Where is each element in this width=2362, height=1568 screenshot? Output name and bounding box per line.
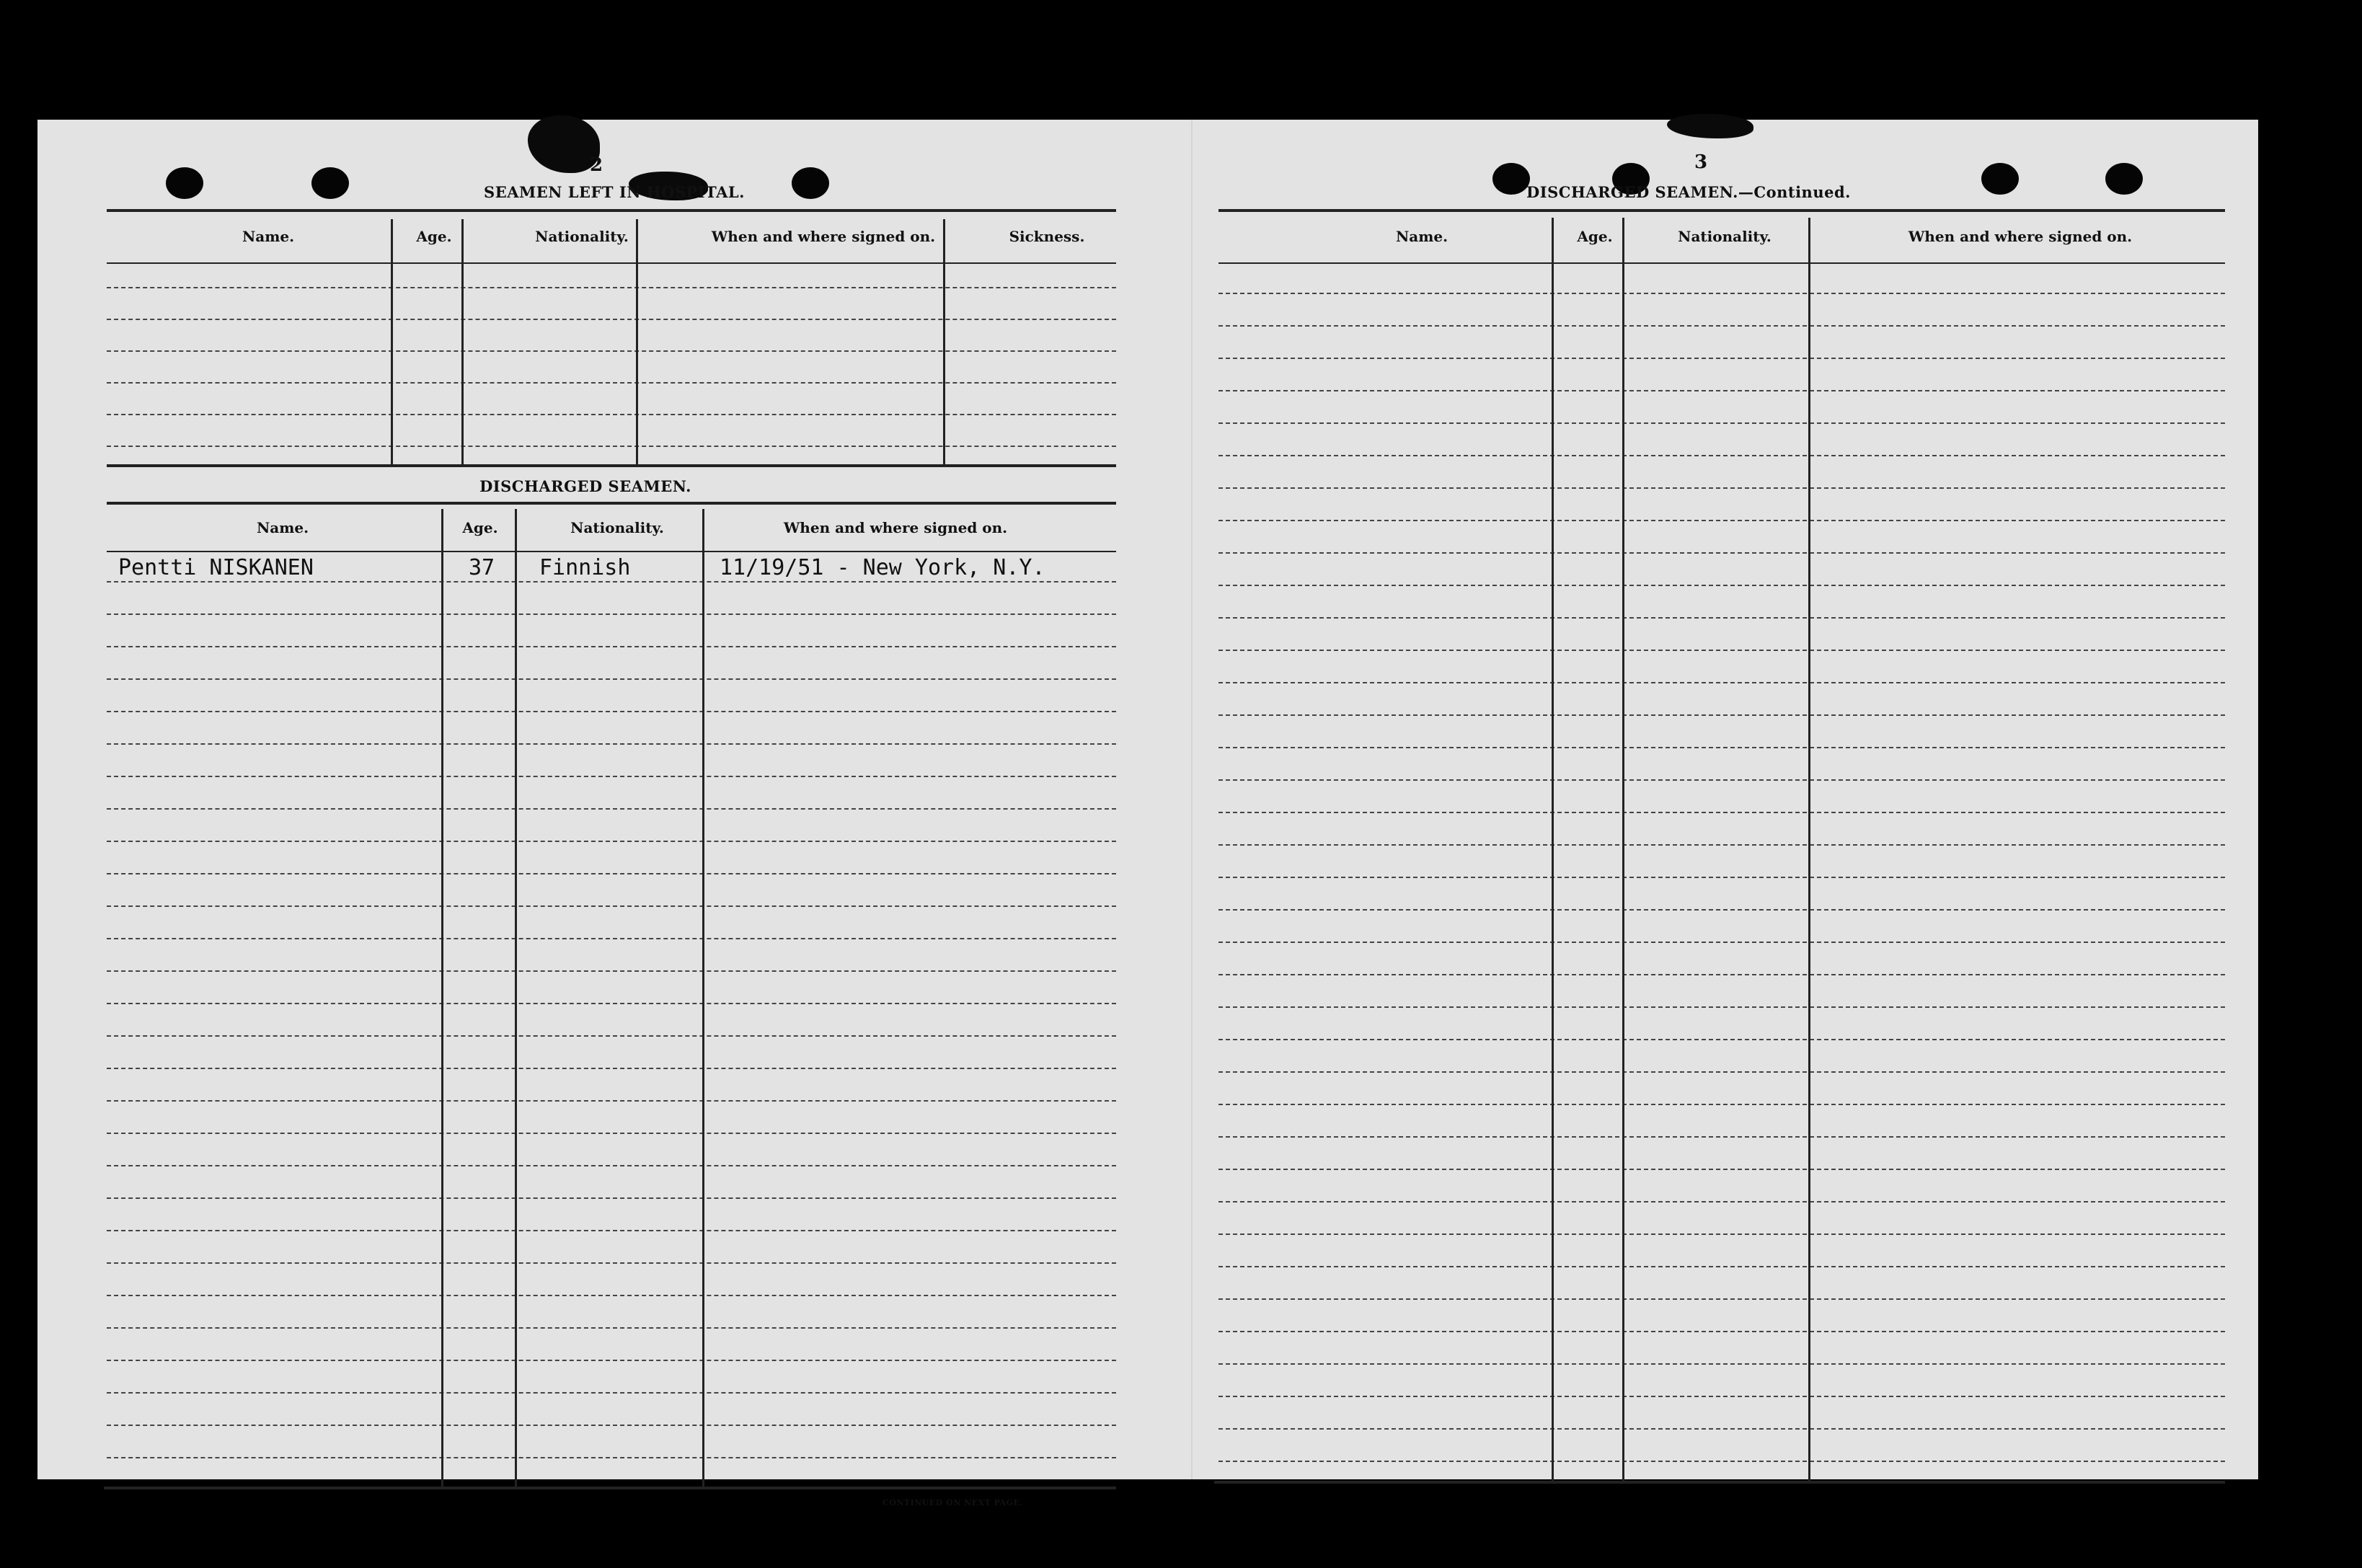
binder-hole — [166, 167, 203, 199]
row-line — [107, 1327, 1116, 1329]
row-line — [107, 319, 1116, 320]
row-line — [107, 1457, 1116, 1458]
row-line — [1218, 1461, 2225, 1462]
discharged-col-signed-on: When and where signed on. — [783, 519, 1008, 536]
row-line — [1218, 585, 2225, 586]
col-divider — [1808, 218, 1810, 1482]
discharged-col-nationality: Nationality. — [570, 519, 664, 536]
col-divider — [515, 509, 517, 1488]
row-line — [1218, 747, 2225, 748]
binder-hole — [311, 167, 349, 199]
discharged-table-top-rule — [107, 502, 1116, 505]
row-line — [1218, 974, 2225, 975]
right-table-top-rule — [1218, 209, 2225, 212]
row-line — [1218, 682, 2225, 683]
discharged-col-name: Name. — [256, 519, 309, 536]
hospital-col-signed-on: When and where signed on. — [711, 228, 936, 245]
row-line — [1218, 909, 2225, 911]
row-line — [1218, 455, 2225, 456]
row-line — [1218, 1136, 2225, 1138]
row-line — [1218, 1298, 2225, 1300]
page-fold — [1191, 120, 1193, 1479]
binder-hole — [1981, 163, 2019, 195]
row-line — [1218, 325, 2225, 327]
row-line — [107, 446, 1116, 447]
col-divider — [943, 219, 945, 464]
row-line — [107, 614, 1116, 615]
row-line — [1218, 844, 2225, 846]
row-line — [107, 711, 1116, 712]
right-table-bottom-rule — [1214, 1481, 2225, 1484]
row-line — [1218, 812, 2225, 813]
continued-note: CONTINUED ON NEXT PAGE. — [883, 1498, 1023, 1507]
hospital-header-rule — [107, 262, 1116, 264]
row-line — [1218, 520, 2225, 521]
col-divider — [461, 219, 464, 464]
discharged-header-rule — [107, 551, 1116, 552]
row-line — [107, 350, 1116, 352]
row-line — [1218, 1396, 2225, 1397]
discharged-table-bottom-rule — [104, 1487, 1116, 1489]
row-line — [1218, 358, 2225, 359]
row-line — [1218, 1331, 2225, 1332]
row-line — [1218, 1201, 2225, 1202]
discharged-row-nationality: Finnish — [539, 555, 631, 580]
right-col-signed-on: When and where signed on. — [1908, 228, 2133, 245]
discharged-row-age: 37 — [469, 555, 495, 580]
row-line — [107, 905, 1116, 907]
document-sheet — [37, 120, 2258, 1507]
page-number-right: 3 — [1694, 151, 1708, 173]
col-divider — [1552, 218, 1554, 1482]
hospital-table-top-rule — [107, 209, 1116, 212]
row-line — [107, 808, 1116, 810]
row-line — [107, 1392, 1116, 1394]
hospital-col-sickness: Sickness. — [1009, 228, 1085, 245]
row-line — [1218, 1428, 2225, 1430]
row-line — [1218, 1363, 2225, 1365]
hospital-table-bottom-rule — [107, 464, 1116, 467]
discharged-section-title: DISCHARGED SEAMEN. — [479, 477, 691, 495]
hospital-col-nationality: Nationality. — [535, 228, 629, 245]
row-line — [1218, 293, 2225, 294]
col-divider — [636, 219, 638, 464]
row-line — [107, 678, 1116, 680]
row-line — [107, 743, 1116, 745]
row-line — [107, 873, 1116, 874]
row-line — [107, 1230, 1116, 1231]
ink-blot — [1667, 114, 1753, 138]
col-divider — [702, 509, 704, 1488]
row-line — [107, 776, 1116, 777]
col-divider — [391, 219, 393, 464]
row-line — [107, 1100, 1116, 1102]
row-line — [107, 1425, 1116, 1426]
right-header-rule — [1218, 262, 2225, 264]
row-line — [1218, 942, 2225, 943]
row-line — [1218, 1266, 2225, 1267]
ink-blot — [528, 115, 600, 173]
row-line — [107, 841, 1116, 842]
col-divider — [441, 509, 443, 1488]
row-line — [107, 1133, 1116, 1134]
row-line — [1218, 617, 2225, 619]
discharged-row-name: Pentti NISKANEN — [118, 555, 314, 580]
row-line — [1218, 1006, 2225, 1008]
row-line — [107, 1003, 1116, 1004]
binder-hole — [2105, 163, 2143, 195]
discharged-continued-title: DISCHARGED SEAMEN.—Continued. — [1526, 183, 1851, 201]
row-line — [1218, 390, 2225, 391]
hospital-col-name: Name. — [242, 228, 295, 245]
binder-hole — [792, 167, 829, 199]
row-line — [1218, 877, 2225, 878]
row-line — [1218, 1071, 2225, 1073]
row-line — [107, 646, 1116, 647]
row-line — [1218, 422, 2225, 424]
row-line — [1218, 650, 2225, 651]
row-line — [1218, 552, 2225, 554]
row-line — [107, 1165, 1116, 1166]
row-line — [1218, 1104, 2225, 1105]
row-line — [107, 1295, 1116, 1296]
page-number-left: 2 — [590, 154, 603, 176]
row-line — [1218, 1169, 2225, 1170]
right-col-nationality: Nationality. — [1678, 228, 1772, 245]
row-line — [107, 1262, 1116, 1264]
right-col-age: Age. — [1577, 228, 1613, 245]
row-line — [1218, 1233, 2225, 1235]
row-line — [107, 581, 1116, 583]
discharged-col-age: Age. — [462, 519, 498, 536]
row-line — [1218, 1039, 2225, 1040]
row-line — [107, 970, 1116, 972]
col-divider — [1622, 218, 1624, 1482]
row-line — [107, 287, 1116, 288]
row-line — [107, 1035, 1116, 1037]
hospital-section-title: SEAMEN LEFT IN HOSPITAL. — [484, 183, 745, 201]
right-col-name: Name. — [1395, 228, 1448, 245]
row-line — [107, 1197, 1116, 1199]
row-line — [107, 382, 1116, 384]
row-line — [107, 1360, 1116, 1361]
row-line — [1218, 779, 2225, 781]
row-line — [107, 414, 1116, 415]
row-line — [1218, 714, 2225, 716]
row-line — [107, 1068, 1116, 1069]
row-line — [107, 938, 1116, 939]
row-line — [1218, 487, 2225, 489]
hospital-col-age: Age. — [416, 228, 452, 245]
discharged-row-signed-on: 11/19/51 - New York, N.Y. — [720, 555, 1045, 580]
